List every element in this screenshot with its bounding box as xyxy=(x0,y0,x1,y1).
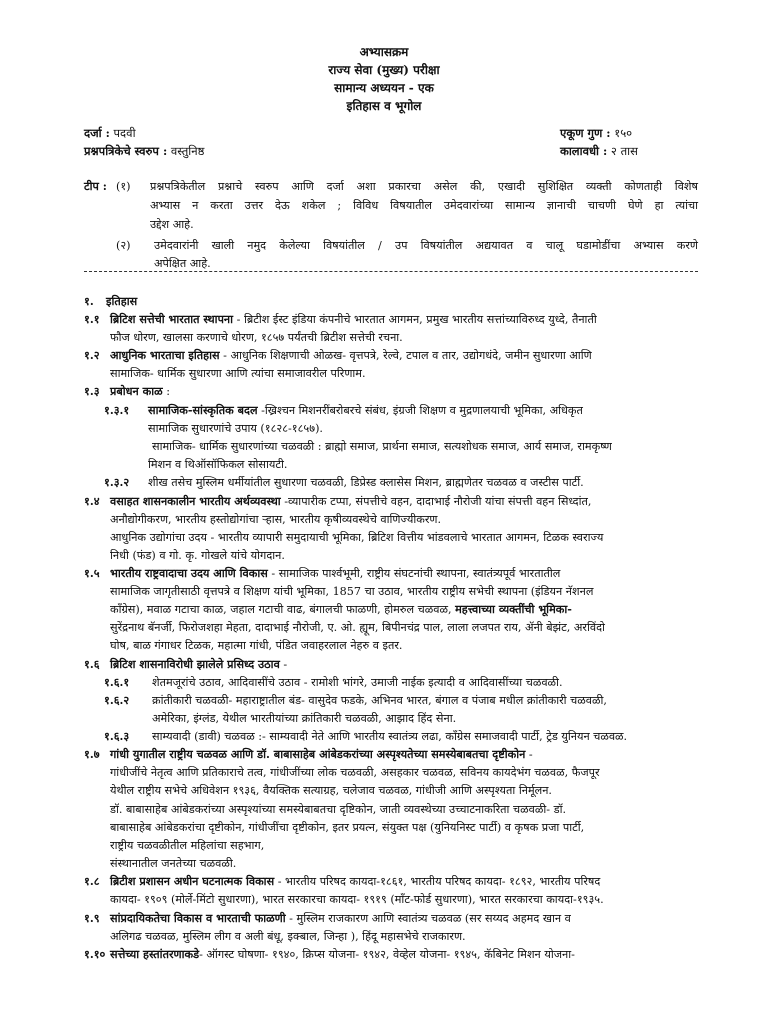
subsection-number: १.८ xyxy=(84,874,100,888)
subsection-1-3-2-line-1: शीख तसेच मुस्लिम धर्मीयांतील सुधारणा चळवळी, डिप्रेस्ड क्लासेस मिशन, ब्राह्मणेतर चळवळ व जस्टीस पार्टी. xyxy=(148,476,584,489)
subsection-text: : xyxy=(162,385,170,398)
format-value: वस्तुनिष्ठ xyxy=(167,144,205,158)
subsection-title: गांधी युगातील राष्ट्रीय चळवळ आणि डॉ. बाबासाहेब आंबेडकरांच्या अस्पृश्यतेच्या समस्येबाबतचा दृष्टीकोन xyxy=(110,747,526,761)
total-marks-row xyxy=(560,125,632,142)
subsection-1-5-line-4: सुरेंद्रनाथ बॅनर्जी, फिरोजशहा मेहता, दादाभाई नौरोजी, ए. ओ. ह्यूम, बिपीनचंद्र पाल, लाला लजपत राय, ॲनी बेझंट, अरविंदो xyxy=(110,621,605,634)
subsection-1-5-line-1 xyxy=(110,565,560,582)
subsection-1-7-line-7: संस्थानातील जनतेच्या चळवळी. xyxy=(110,857,237,870)
subsection-1-7-line-5: बाबासाहेब आंबेडकरांचा दृष्टीकोन, गांधीजींचा दृष्टीकोन, इतर प्रयत्न, संयुक्त पक्ष (युनियनिस्ट पार्टी) व कृषक प्रजा पार्टी, xyxy=(110,821,585,834)
subsection-title: सत्तेच्या हस्तांतरणाकडे xyxy=(110,947,200,961)
subsection-1-1-line-1 xyxy=(110,311,708,328)
subsection-text: - भारतीय परिषद कायदा-१८६१, भारतीय परिषद कायदा- १८९२, भारतीय परिषद xyxy=(274,875,601,888)
subsection-1-3-1-line-4: मिशन व थिऑसॉफिकल सोसायटी. xyxy=(148,458,288,471)
note-number-2: (२) xyxy=(116,239,131,252)
subsection-1-5-line-2: सामाजिक जागृतीसाठी वृत्तपत्रे व शिक्षण यांची भूमिका, 1857 चा उठाव, भारतीय राष्ट्रीय सभेची स्थापना (इंडियन नॅशनल xyxy=(110,585,594,598)
subsection-text: -व्यापारीक टप्पा, संपत्तीचे वहन, दादाभाई नौरोजी यांचा संपत्ती वहन सिध्दांत, xyxy=(280,495,592,508)
subsection-number: १.६ xyxy=(84,657,100,671)
subsection-1-10-line-1 xyxy=(110,946,575,963)
doc-heading-exam: राज्य सेवा (मुख्य) परीक्षा xyxy=(328,63,440,77)
format-row xyxy=(84,143,204,160)
subsection-1-5-line-5: घोष, बाळ गंगाधर टिळक, महात्मा गांधी, पंडित जवाहरलाल नेहरु व इतर. xyxy=(110,639,403,652)
subsection-number: १.७ xyxy=(84,747,100,761)
section-divider xyxy=(84,271,698,272)
subsection-1-9-line-1 xyxy=(110,910,571,927)
note-1-line-1: प्रश्नपत्रिकेतील प्रश्नाचे स्वरुप आणि दर्जा अशा प्रकारचा असेल की, एखादी सुशिक्षित व्यक्ती कोणताही विशेष xyxy=(150,180,698,193)
subsection-text: - ऑगस्ट घोषणा- १९४०, क्रिप्स योजना- १९४२, वेव्हेल योजना- १९४५, कॅबिनेट मिशन योजना- xyxy=(199,948,575,961)
subsection-1-4-line-1 xyxy=(110,493,591,510)
subsection-1-9-line-2: अलिगढ चळवळ, मुस्लिम लीग व अली बंधू, इक्बाल, जिन्हा ), हिंदू महासभेचे राजकारण. xyxy=(110,930,466,943)
subsection-1-6-3-line-1: साम्यवादी (डावी) चळवळ :- साम्यवादी नेते आणि भारतीय स्वातंत्र्य लढा, काँग्रेस समाजवादी पार्टी, ट्रेड युनियन चळवळ. xyxy=(152,730,628,743)
subsection-number: १.२ xyxy=(84,348,100,362)
duration-row xyxy=(560,143,638,160)
subsection-1-3-1-line-2: सामाजिक सुधारणांचे उपाय (१८२८-१८५७). xyxy=(148,422,323,435)
subsection-1-3-1-line-3: सामाजिक- धार्मिक सुधारणांच्या चळवळी : ब्राह्मो समाज, प्रार्थना समाज, सत्यशोधक समाज, आर्य समाज, रामकृष्ण xyxy=(152,440,612,453)
doc-heading-subject: इतिहास व भूगोल xyxy=(346,99,422,113)
subsection-1-6-2-line-1: क्रांतीकारी चळवळी- महाराष्ट्रातील बंड- वासुदेव फडके, अभिनव भारत, बंगाल व पंजाब मधील क्रांतीकारी चळवळी, xyxy=(152,694,607,707)
subsection-1-7-line-1 xyxy=(110,746,533,763)
doc-heading-paper: सामान्य अध्ययन - एक xyxy=(334,81,434,95)
subsection-title: प्रबोधन काळ xyxy=(110,384,163,398)
subsection-1-3-line-1 xyxy=(110,383,170,400)
subsection-1-7-line-2: गांधीजींचे नेतृत्व आणि प्रतिकाराचे तत्व, गांधीजींच्या लोक चळवळी, असहकार चळवळ, सविनय कायदेभंग चळवळ, फैजपूर xyxy=(110,766,600,779)
subsection-number: १.३.२ xyxy=(104,475,130,489)
section-title-history: इतिहास xyxy=(106,294,138,308)
subsection-1-6-1-line-1: शेतमजूरांचे उठाव, आदिवासींचे उठाव - रामोशी भांगरे, उमाजी नाईक इत्यादी व आदिवासींच्या चळवळी. xyxy=(152,676,563,689)
subsection-number: १.६.३ xyxy=(104,729,130,743)
subsection-text: - ब्रिटीश ईस्ट इंडिया कंपनीचे भारतात आगमन, प्रमुख भारतीय सत्तांच्याविरुध्द युध्दे, तैनाती xyxy=(233,313,597,326)
note-1-line-3: उद्देश आहे. xyxy=(150,218,194,231)
subsection-number: १.१ xyxy=(84,312,100,326)
section-number: १. xyxy=(84,294,94,308)
subsection-title: सामाजिक-सांस्कृतिक बदल xyxy=(148,403,258,417)
subsection-1-5-line-3 xyxy=(110,601,572,618)
note-label: टीप : xyxy=(84,179,107,193)
subsection-text: - मुस्लिम राजकारण आणि स्वातंत्र्य चळवळ (सर सय्यद अहमद खान व xyxy=(285,912,571,925)
subsection-1-8-line-2: कायदा- १९०९ (मोर्ले-मिंटो सुधारणा), भारत सरकारचा कायदा- १९१९ (मॉंट-फोर्ड सुधारणा), भारत सरकारचा कायदा-१९३५. xyxy=(110,893,604,906)
subsection-text: - xyxy=(525,748,533,761)
subsection-title: वसाहत शासनकालीन भारतीय अर्थव्यवस्था xyxy=(110,494,281,508)
subsection-1-2-line-2: सामाजिक- धार्मिक सुधारणा आणि त्यांचा समाजावरील परिणाम. xyxy=(110,367,366,380)
subsection-title: आधुनिक भारताचा इतिहास xyxy=(110,348,220,362)
total-label: एकूण गुण : xyxy=(560,126,611,140)
subsection-number: १.६.१ xyxy=(104,675,130,689)
subsection-title: ब्रिटीश प्रशासन अधीन घटनात्मक विकास xyxy=(110,874,275,888)
grade-value: पदवी xyxy=(109,126,136,140)
note-number-1: (१) xyxy=(116,180,131,193)
grade-row xyxy=(84,125,136,142)
doc-heading-syllabus: अभ्यासक्रम xyxy=(359,45,409,59)
subsection-1-7-line-3: येथील राष्ट्रीय सभेचे अधिवेशन १९३६, वैयक्तिक सत्याग्रह, चलेजाव चळवळ, गांधीजी आणि अस्पृश्यता निर्मूलन. xyxy=(110,784,552,797)
format-label: प्रश्नपत्रिकेचे स्वरुप : xyxy=(84,144,168,158)
subsection-text: काँग्रेस), मवाळ गटाचा काळ, जहाल गटाची वाढ, बंगालची फाळणी, होमरुल चळवळ, xyxy=(110,603,456,616)
note-2-line-1: उमेदवारांनी खाली नमुद केलेल्या विषयांतील / उप विषयांतील अद्ययावत व चालू घडामोडींचा अभ्यास करणे xyxy=(154,239,698,252)
subsection-1-6-2-line-2: अमेरिका, इंग्लंड, येथील भारतीयांच्या क्रांतिकारी चळवळी, आझाद हिंद सेना. xyxy=(152,712,457,725)
subsection-number: १.३.१ xyxy=(104,403,130,417)
subsection-emphasis: महत्त्वाच्या व्यक्तींची भूमिका- xyxy=(455,602,572,616)
subsection-text: - आधुनिक शिक्षणाची ओळख- वृत्तपत्रे, रेल्वे, टपाल व तार, उद्योगधंदे, जमीन सुधारणा आणि xyxy=(219,349,592,362)
subsection-1-4-line-4: निधी (फंड) व गो. कृ. गोखले यांचे योगदान. xyxy=(110,549,285,562)
subsection-1-2-line-1 xyxy=(110,347,592,364)
subsection-number: १.४ xyxy=(84,494,100,508)
subsection-1-4-line-2: अनौद्योगीकरण, भारतीय हस्तोद्योगांचा ऱ्हास, भारतीय कृषीव्यवस्थेचे वाणिज्यीकरण. xyxy=(110,513,442,526)
subsection-1-7-line-4: डॉ. बाबासाहेब आंबेडकरांच्या अस्पृश्यांच्या समस्येबाबतचा दृष्टिकोन, जाती व्यवस्थेच्या उच्चाटनाकरिता चळवळी- डॉ. xyxy=(110,803,567,816)
subsection-title: ब्रिटिश शासनाविरोधी झालेले प्रसिध्द उठाव xyxy=(110,657,280,671)
subsection-1-4-line-3: आधुनिक उद्योगांचा उदय - भारतीय व्यापारी समुदायाची भूमिका, ब्रिटिश वित्तीय भांडवलाचे भारतात आगमन, टिळक स्वराज्य xyxy=(110,531,604,544)
subsection-1-3-1-line-1 xyxy=(148,402,583,419)
duration-value: २ तास xyxy=(607,144,638,158)
grade-label: दर्जा : xyxy=(84,126,110,140)
subsection-1-1-line-2: फौज धोरण, खालसा करणाचे धोरण, १८५७ पर्यंतची ब्रिटीश सत्तेची रचना. xyxy=(110,331,403,344)
subsection-number: १.६.२ xyxy=(104,693,130,707)
note-1-line-2: अभ्यास न करता उत्तर देऊ शकेल ; विविध विषयातील उमेदवारांच्या सामान्य ज्ञानाची चाचणी घेणे हा त्यांचा xyxy=(150,199,698,212)
subsection-number: १.३ xyxy=(84,384,100,398)
subsection-text: - xyxy=(279,658,288,671)
subsection-number: १.५ xyxy=(84,566,100,580)
subsection-number: १.१० xyxy=(84,947,106,961)
subsection-1-8-line-1 xyxy=(110,873,600,890)
subsection-1-7-line-6: राष्ट्रीय चळवळीतील महिलांचा सहभाग, xyxy=(110,839,265,852)
note-2-line-2: अपेक्षित आहे. xyxy=(154,257,211,270)
subsection-title: सांप्रदायिकतेचा विकास व भारताची फाळणी xyxy=(110,911,286,925)
duration-label: कालावधी : xyxy=(560,144,608,158)
subsection-text: - सामाजिक पार्श्वभूमी, राष्ट्रीय संघटनांची स्थापना, स्वातंत्र्यपूर्व भारतातील xyxy=(267,567,561,580)
subsection-text: -ख्रिश्चन मिशनरींबरोबरचे संबंध, इंग्रजी शिक्षण व मुद्रणालयाची भूमिका, अधिकृत xyxy=(257,404,583,417)
subsection-1-6-line-1 xyxy=(110,656,287,673)
subsection-title: ब्रिटिश सत्तेची भारतात स्थापना xyxy=(110,312,234,326)
total-value: १५० xyxy=(610,126,633,140)
subsection-number: १.९ xyxy=(84,911,100,925)
subsection-title: भारतीय राष्ट्रवादाचा उदय आणि विकास xyxy=(110,566,268,580)
